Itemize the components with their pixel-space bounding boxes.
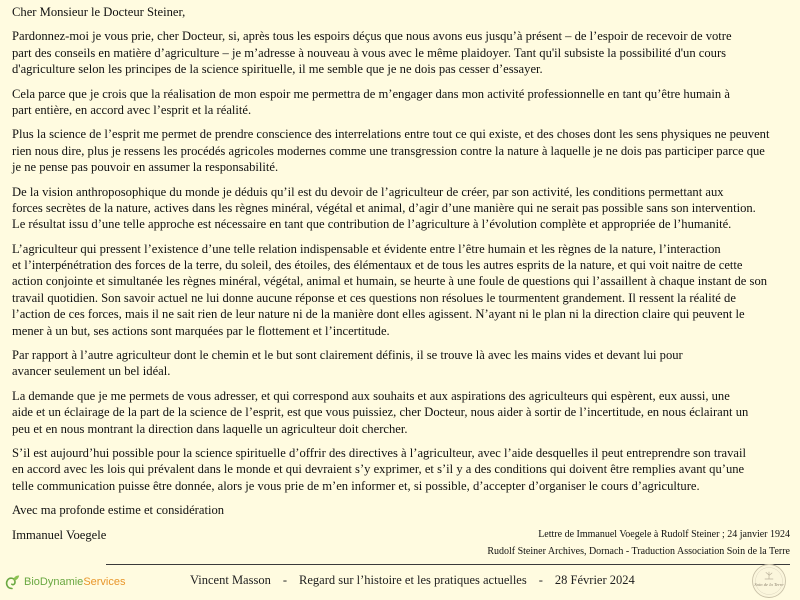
paragraph-spiritual-science <box>12 126 769 175</box>
soin-de-la-terre-seal-logo <box>750 563 788 599</box>
salutation <box>12 4 769 20</box>
letter-line: L’agriculteur qui pressent l’existence d’une telle relation indispensable et évidente entre l’être humain et les règnes de la nature, l’interaction <box>12 241 721 256</box>
letter-line: Le résultat issu d’une telle approche est nécessaire en tant que contribution de l’agriculture à l’évolution complète et appropriée de l’humanité. <box>12 217 732 232</box>
letter-line: telle communication puisse être donnée, alors je vous prie de m’en informer et, si possible, d’accepter d’organiser le cours d’agriculture. <box>12 478 700 493</box>
logo-text-services: Services <box>83 576 126 588</box>
paragraph-farmer-questions <box>12 241 769 339</box>
closing-formula <box>12 502 769 518</box>
letter-line: S’il est aujourd’hui possible pour la science spirituelle d’offrir des directives à l’agriculteur, avec l’aide desquelles il peut entreprendre son travail <box>12 445 746 460</box>
paragraph-apology <box>12 28 769 77</box>
letter-line: avancer seulement un bel idéal. <box>12 364 171 379</box>
letter-line: rien nous dire, plus je ressens les procédés agricoles modernes comme une transgression contre la nature à laquelle je ne dois pas participer parce que <box>12 143 765 158</box>
presentation-title: Regard sur l’histoire et les pratiques actuelles <box>299 573 527 587</box>
letter-line: De la vision anthroposophique du monde je déduis qu’il est du devoir de l’agriculteur de créer, par son activité, les conditions permettant aux <box>12 184 724 199</box>
source-citation <box>487 526 790 560</box>
footer-separator: - <box>282 573 288 587</box>
presentation-date: 28 Février 2024 <box>554 573 635 587</box>
paragraph-farmer-duty <box>12 184 769 233</box>
footer-divider <box>106 564 790 565</box>
paragraph-request <box>12 388 769 437</box>
signature-name: Immanuel Voegele <box>12 527 107 542</box>
letter-line: Plus la science de l’esprit me permet de prendre conscience des interrelations entre tout ce qui existe, et des choses dont les sens physiques ne peuvent <box>12 127 770 142</box>
presenter-name: Vincent Masson <box>190 573 271 587</box>
letter-line: part des conseils en matière d’agriculture – je m’adresse à nouveau à vous avec le même plaidoyer. Tant qu'il subsiste la possibilité d'un cours <box>12 45 727 60</box>
paragraph-conditions <box>12 445 769 494</box>
letter-line: Avec ma profonde estime et considération <box>12 503 225 518</box>
letter-line: action conjointe et simultanée les règnes minéral, végétal, animal et humain, se heurte à une foule de questions qui l’assaillent à chaque instant de son <box>12 274 768 289</box>
letter-line: travail quotidien. Son savoir actuel ne lui donne aucune réponse et ces questions non résolues le tourmentent grandement. Il ressent la réalité de <box>12 290 736 305</box>
footer-separator: - <box>538 573 543 587</box>
letter-line: peu et en nous montrant la direction dans laquelle un agriculteur doit chercher. <box>12 421 408 436</box>
letter-line: Cela parce que je crois que la réalisation de mon espoir me permettra de m’engager dans mon activité professionnelle en tant qu’être humain à <box>12 86 730 101</box>
letter-line: en accord avec les lois qui prévalent dans le monde et qui devraient s’y exprimer, et s’il y a des conditions qui doivent être remplies avant qu’une <box>12 462 745 477</box>
letter-line: Cher Monsieur le Docteur Steiner, <box>12 5 186 19</box>
citation-line: Rudolf Steiner Archives, Dornach - Traduction Association Soin de la Terre <box>487 546 790 557</box>
letter-line: La demande que je me permets de vous adresser, et qui correspond aux souhaits et aux aspirations des agriculteurs qui espèrent, eux aussi, une <box>12 388 730 403</box>
paragraph-motivation <box>12 86 769 119</box>
letter-line: part entière, en accord avec l’esprit et la réalité. <box>12 102 252 117</box>
letter-line: forces secrètes de la nature, actives dans les règnes minéral, végétal et animal, d’agir d’une manière qui ne serait pas possible sans son intervention. <box>12 200 756 215</box>
letter-line: mener à un but, ses actions sont marquées par le flottement et l’incertitude. <box>12 323 390 338</box>
letter-line: Par rapport à l’autre agriculteur dont le chemin et le but sont clairement définis, il se trouve là avec les mains vides et devant lui pour <box>12 348 683 363</box>
leaf-swirl-icon <box>4 574 20 590</box>
paragraph-comparison <box>12 347 769 380</box>
footer-caption <box>190 572 635 588</box>
letter-line: aide et un éclairage de la part de la science de l’esprit, est que vous puissiez, cher Docteur, nous aider à sortir de l’incertitude, en nous éclairant un <box>12 405 749 420</box>
letter-line: et l’interpénétration des forces de la terre, du soleil, des étoiles, des élémentaux et de tous les autres esprits de la nature, et qui voit naitre de cette <box>12 258 743 273</box>
letter-line: je ne pense pas pouvoir en assumer la responsabilité. <box>12 160 279 175</box>
citation-line: Lettre de Immanuel Voegele à Rudolf Steiner ; 24 janvier 1924 <box>538 529 790 540</box>
seal-text: Soin de la Terre <box>754 582 784 587</box>
biodynamie-services-logo <box>4 573 126 591</box>
logo-text-biodynamie: BioDynamie <box>24 576 84 588</box>
letter-line: d'agriculture selon les principes de la science spirituelle, il me semble que je ne dois pas cesser d’essayer. <box>12 62 543 77</box>
letter-body <box>12 4 769 551</box>
letter-line: l’action de ces forces, mais il ne sait rien de leur nature ni de la manière dont elles agissent. N’ayant ni le plan ni la direction claire qui peuvent le <box>12 307 745 322</box>
letter-line: Pardonnez-moi je vous prie, cher Docteur, si, après tous les espoirs déçus que nous avons eus jusqu’à présent – de l’espoir de recevoir de votre <box>12 29 732 44</box>
